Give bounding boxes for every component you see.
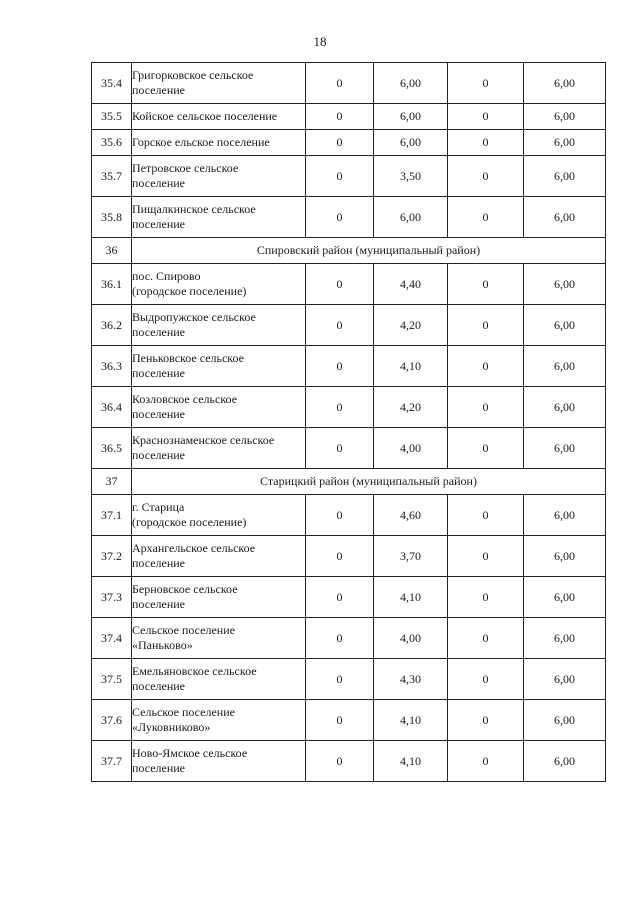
- settlement-name: [132, 197, 306, 238]
- value-cell-2: 4,40: [374, 264, 448, 305]
- value-cell-4: 6,00: [524, 741, 606, 782]
- settlement-row: [92, 130, 606, 156]
- value-cell-1: 0: [306, 130, 374, 156]
- row-number: 37.1: [92, 495, 132, 536]
- value-cell-1: 0: [306, 741, 374, 782]
- value-cell-1: 0: [306, 495, 374, 536]
- row-number: 35.4: [92, 63, 132, 104]
- rates-table: [91, 62, 606, 782]
- row-number: 36: [92, 238, 132, 264]
- row-number: 36.3: [92, 346, 132, 387]
- settlement-row: [92, 346, 606, 387]
- settlement-name-line: (городское поселение): [132, 284, 247, 298]
- settlement-row: [92, 618, 606, 659]
- value-cell-1: 0: [306, 104, 374, 130]
- settlement-name-line: Емельяновское сельское: [132, 664, 257, 678]
- value-cell-4: 6,00: [524, 618, 606, 659]
- value-cell-2: 4,10: [374, 700, 448, 741]
- value-cell-4: 6,00: [524, 305, 606, 346]
- value-cell-3: 0: [448, 577, 524, 618]
- value-cell-4: 6,00: [524, 63, 606, 104]
- value-cell-1: 0: [306, 305, 374, 346]
- row-number: 37.4: [92, 618, 132, 659]
- settlement-name: [132, 428, 306, 469]
- settlement-name-line: «Паньково»: [132, 638, 193, 652]
- value-cell-3: 0: [448, 130, 524, 156]
- row-number: 37.2: [92, 536, 132, 577]
- settlement-name: [132, 264, 306, 305]
- value-cell-1: 0: [306, 577, 374, 618]
- settlement-name-line: поселение: [132, 407, 186, 421]
- value-cell-2: 3,70: [374, 536, 448, 577]
- settlement-name-line: поселение: [132, 556, 186, 570]
- settlement-row: [92, 156, 606, 197]
- value-cell-1: 0: [306, 659, 374, 700]
- value-cell-2: 4,60: [374, 495, 448, 536]
- settlement-name: [132, 156, 306, 197]
- value-cell-4: 6,00: [524, 536, 606, 577]
- value-cell-2: 4,20: [374, 387, 448, 428]
- settlement-name: [132, 104, 306, 130]
- value-cell-3: 0: [448, 618, 524, 659]
- settlement-name: [132, 536, 306, 577]
- value-cell-2: 4,10: [374, 741, 448, 782]
- page-number: 18: [313, 34, 327, 49]
- value-cell-3: 0: [448, 305, 524, 346]
- value-cell-2: 4,20: [374, 305, 448, 346]
- value-cell-1: 0: [306, 346, 374, 387]
- value-cell-2: 6,00: [374, 197, 448, 238]
- value-cell-4: 6,00: [524, 495, 606, 536]
- settlement-name-line: Григорковское сельское: [132, 68, 254, 82]
- value-cell-2: 6,00: [374, 63, 448, 104]
- row-number: 37.3: [92, 577, 132, 618]
- value-cell-1: 0: [306, 264, 374, 305]
- value-cell-4: 6,00: [524, 104, 606, 130]
- settlement-row: [92, 428, 606, 469]
- value-cell-1: 0: [306, 387, 374, 428]
- settlement-row: [92, 495, 606, 536]
- settlement-name-line: Краснознаменское сельское: [132, 433, 275, 447]
- settlement-name-line: поселение: [132, 366, 186, 380]
- value-cell-4: 6,00: [524, 264, 606, 305]
- settlement-row: [92, 264, 606, 305]
- value-cell-1: 0: [306, 700, 374, 741]
- settlement-name: [132, 700, 306, 741]
- value-cell-2: 4,30: [374, 659, 448, 700]
- value-cell-3: 0: [448, 741, 524, 782]
- row-number: 35.8: [92, 197, 132, 238]
- value-cell-3: 0: [448, 659, 524, 700]
- row-number: 36.5: [92, 428, 132, 469]
- row-number: 36.4: [92, 387, 132, 428]
- value-cell-4: 6,00: [524, 346, 606, 387]
- settlement-name-line: Берновское сельское: [132, 582, 238, 596]
- value-cell-1: 0: [306, 63, 374, 104]
- value-cell-4: 6,00: [524, 428, 606, 469]
- settlement-row: [92, 387, 606, 428]
- value-cell-1: 0: [306, 428, 374, 469]
- settlement-name: [132, 495, 306, 536]
- settlement-row: [92, 659, 606, 700]
- value-cell-3: 0: [448, 428, 524, 469]
- settlement-row: [92, 63, 606, 104]
- value-cell-1: 0: [306, 197, 374, 238]
- district-title: Спировский район (муниципальный район): [132, 238, 606, 264]
- value-cell-2: 6,00: [374, 130, 448, 156]
- settlement-name: [132, 659, 306, 700]
- settlement-name-line: Ново-Ямское сельское: [132, 746, 248, 760]
- settlement-name-line: пос. Спирово: [132, 269, 201, 283]
- value-cell-3: 0: [448, 104, 524, 130]
- settlement-name-line: Выдропужское сельское: [132, 310, 256, 324]
- settlement-name-line: (городское поселение): [132, 515, 247, 529]
- settlement-name-line: Пеньковское сельское: [132, 351, 245, 365]
- settlement-name-line: Козловское сельское: [132, 392, 238, 406]
- value-cell-2: 3,50: [374, 156, 448, 197]
- settlement-name: [132, 577, 306, 618]
- settlement-row: [92, 536, 606, 577]
- value-cell-3: 0: [448, 63, 524, 104]
- settlement-name-line: Сельское поселение: [132, 623, 235, 637]
- settlement-name-line: Сельское поселение: [132, 705, 235, 719]
- row-number: 37.6: [92, 700, 132, 741]
- settlement-name-line: «Луковниково»: [132, 720, 211, 734]
- settlement-name-line: Горское ельское поселение: [132, 135, 270, 149]
- value-cell-3: 0: [448, 346, 524, 387]
- value-cell-3: 0: [448, 387, 524, 428]
- settlement-row: [92, 104, 606, 130]
- district-row: [92, 238, 606, 264]
- value-cell-1: 0: [306, 156, 374, 197]
- settlement-row: [92, 700, 606, 741]
- value-cell-1: 0: [306, 618, 374, 659]
- value-cell-2: 4,10: [374, 577, 448, 618]
- value-cell-4: 6,00: [524, 659, 606, 700]
- settlement-name-line: Архангельское сельское: [132, 541, 256, 555]
- settlement-name-line: Пищалкинское сельское: [132, 202, 256, 216]
- settlement-name-line: поселение: [132, 83, 186, 97]
- settlement-name-line: поселение: [132, 761, 186, 775]
- table-body: [92, 63, 606, 782]
- settlement-name: [132, 346, 306, 387]
- settlement-row: [92, 305, 606, 346]
- settlement-row: [92, 197, 606, 238]
- settlement-name: [132, 63, 306, 104]
- district-title: Старицкий район (муниципальный район): [132, 469, 606, 495]
- settlement-name-line: Петровское сельское: [132, 161, 239, 175]
- settlement-name-line: поселение: [132, 176, 186, 190]
- district-row: [92, 469, 606, 495]
- row-number: 37.5: [92, 659, 132, 700]
- row-number: 36.2: [92, 305, 132, 346]
- value-cell-3: 0: [448, 495, 524, 536]
- row-number: 36.1: [92, 264, 132, 305]
- settlement-name-line: поселение: [132, 448, 186, 462]
- value-cell-4: 6,00: [524, 156, 606, 197]
- settlement-row: [92, 741, 606, 782]
- settlement-name: [132, 305, 306, 346]
- value-cell-3: 0: [448, 197, 524, 238]
- value-cell-2: 4,00: [374, 618, 448, 659]
- row-number: 37.7: [92, 741, 132, 782]
- settlement-name-line: Койское сельское поселение: [132, 109, 278, 123]
- settlement-name: [132, 130, 306, 156]
- value-cell-3: 0: [448, 536, 524, 577]
- settlement-name: [132, 741, 306, 782]
- settlement-name: [132, 618, 306, 659]
- settlement-name-line: поселение: [132, 679, 186, 693]
- value-cell-4: 6,00: [524, 577, 606, 618]
- value-cell-1: 0: [306, 536, 374, 577]
- row-number: 35.7: [92, 156, 132, 197]
- settlement-name-line: г. Старица: [132, 500, 185, 514]
- value-cell-3: 0: [448, 156, 524, 197]
- row-number: 35.5: [92, 104, 132, 130]
- row-number: 37: [92, 469, 132, 495]
- value-cell-2: 6,00: [374, 104, 448, 130]
- settlement-name: [132, 387, 306, 428]
- settlement-name-line: поселение: [132, 217, 186, 231]
- value-cell-4: 6,00: [524, 700, 606, 741]
- settlement-row: [92, 577, 606, 618]
- value-cell-3: 0: [448, 264, 524, 305]
- value-cell-4: 6,00: [524, 387, 606, 428]
- value-cell-4: 6,00: [524, 197, 606, 238]
- settlement-name-line: поселение: [132, 325, 186, 339]
- value-cell-4: 6,00: [524, 130, 606, 156]
- value-cell-2: 4,10: [374, 346, 448, 387]
- settlement-name-line: поселение: [132, 597, 186, 611]
- value-cell-2: 4,00: [374, 428, 448, 469]
- value-cell-3: 0: [448, 700, 524, 741]
- row-number: 35.6: [92, 130, 132, 156]
